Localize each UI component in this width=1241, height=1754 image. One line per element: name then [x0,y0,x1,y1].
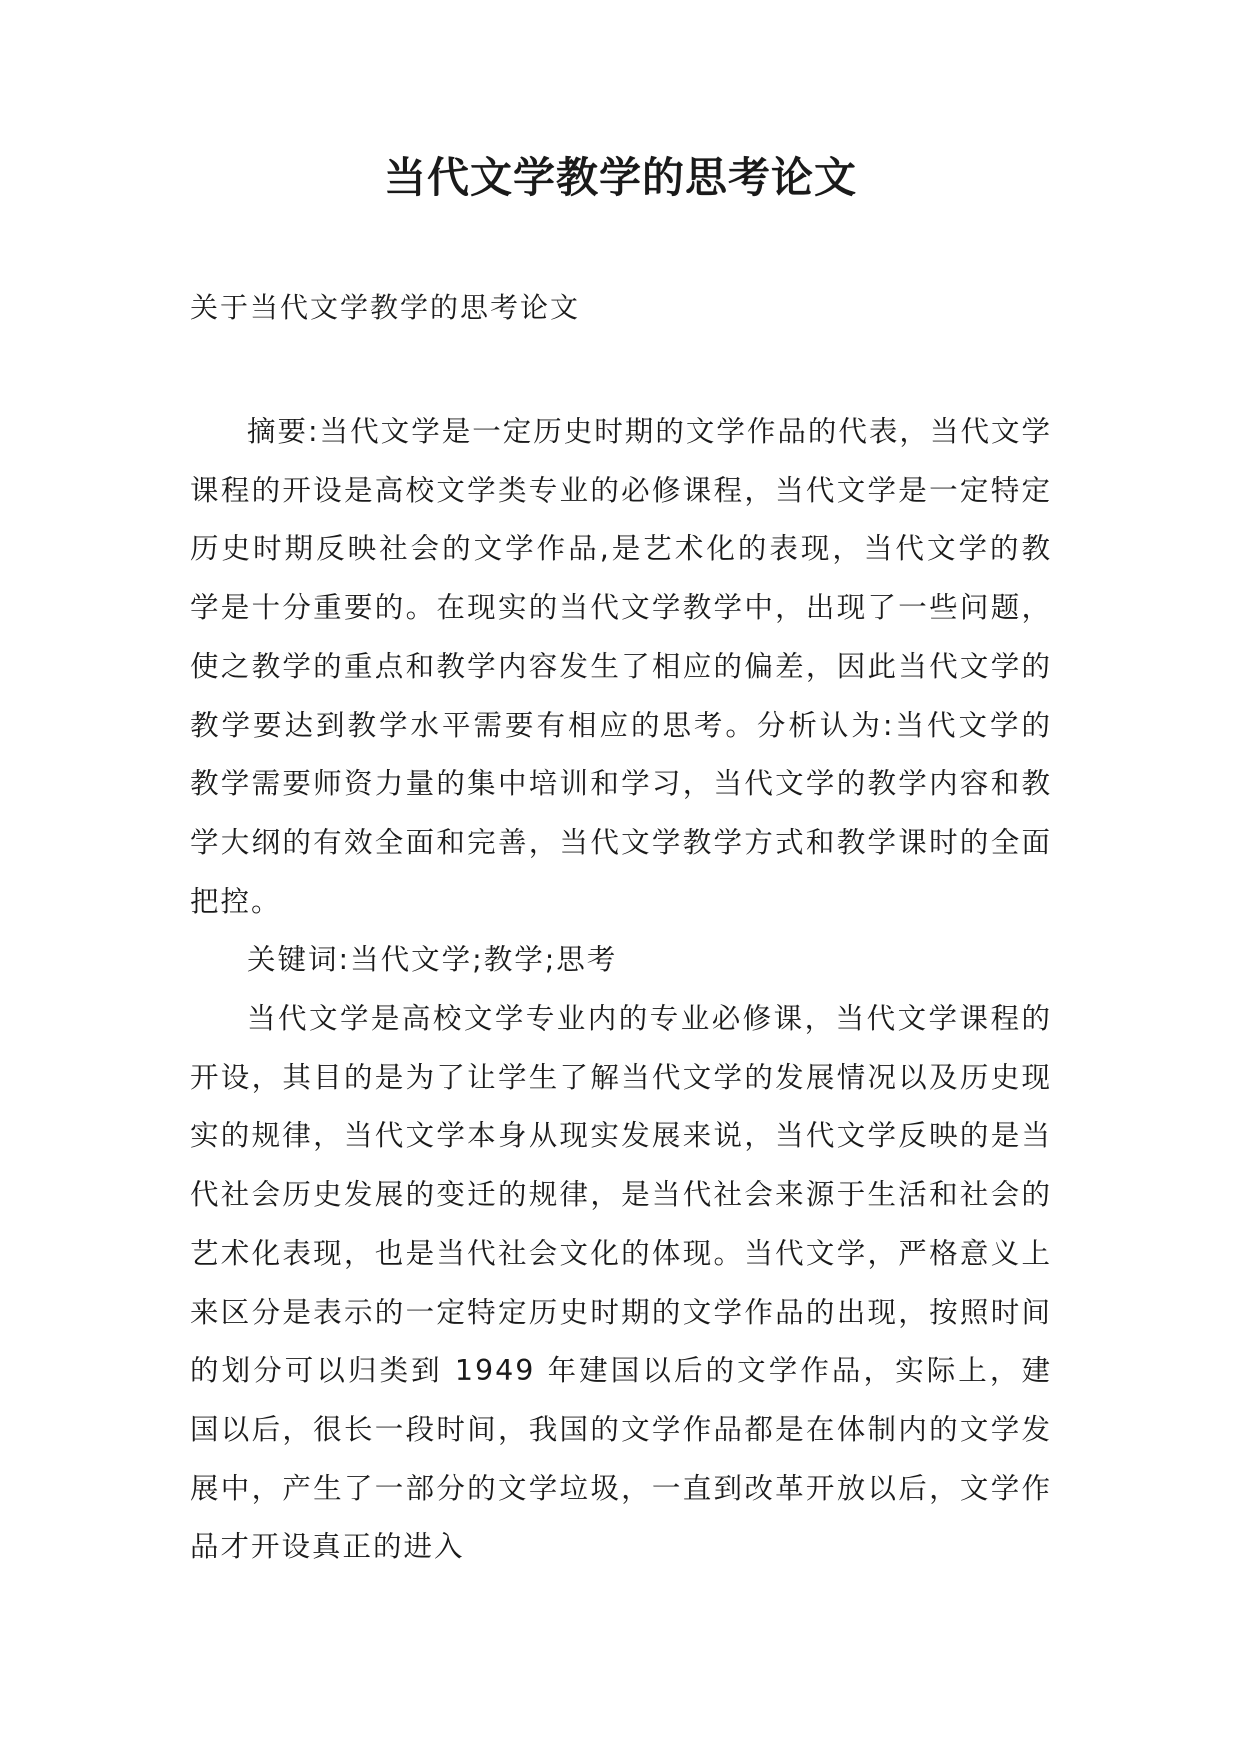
keywords-line: 关键词:当代文学;教学;思考 [247,943,618,977]
document-title: 当代文学教学的思考论文 [383,153,857,202]
document-subtitle: 关于当代文学教学的思考论文 [190,291,581,324]
body-paragraph: 当代文学是高校文学专业内的专业必修课，当代文学课程的开设，其目的是为了让学生了解当代文学的发展情况以及历史现实的规律，当代文学本身从现实发展来说，当代文学反映的是当代社会历史发展的变迁的规律，是当代社会来源于生活和社会的艺术化表现，也是当代社会文化的体现。当代文学，严格意义上来区分是表示的一定特定历史时期的文学作品的出现，按照时间的划分可以归类到 1949 年建国以后的文学作品，实际上，建国以后，很长一段时间，我国的文学作品都是在体制内的文学发展中，产生了一部分的文学垃圾，一直到改革开放以后，文学作品才开设真正的进入 [190,1002,1052,1564]
document-body [190,403,1052,1577]
abstract-paragraph: 摘要:当代文学是一定历史时期的文学作品的代表，当代文学课程的开设是高校文学类专业的必修课程，当代文学是一定特定历史时期反映社会的文学作品,是艺术化的表现，当代文学的教学是十分重要的。在现实的当代文学教学中，出现了一些问题，使之教学的重点和教学内容发生了相应的偏差，因此当代文学的教学要达到教学水平需要有相应的思考。分析认为:当代文学的教学需要师资力量的集中培训和学习，当代文学的教学内容和教学大纲的有效全面和完善，当代文学教学方式和教学课时的全面把控。 [190,415,1052,918]
